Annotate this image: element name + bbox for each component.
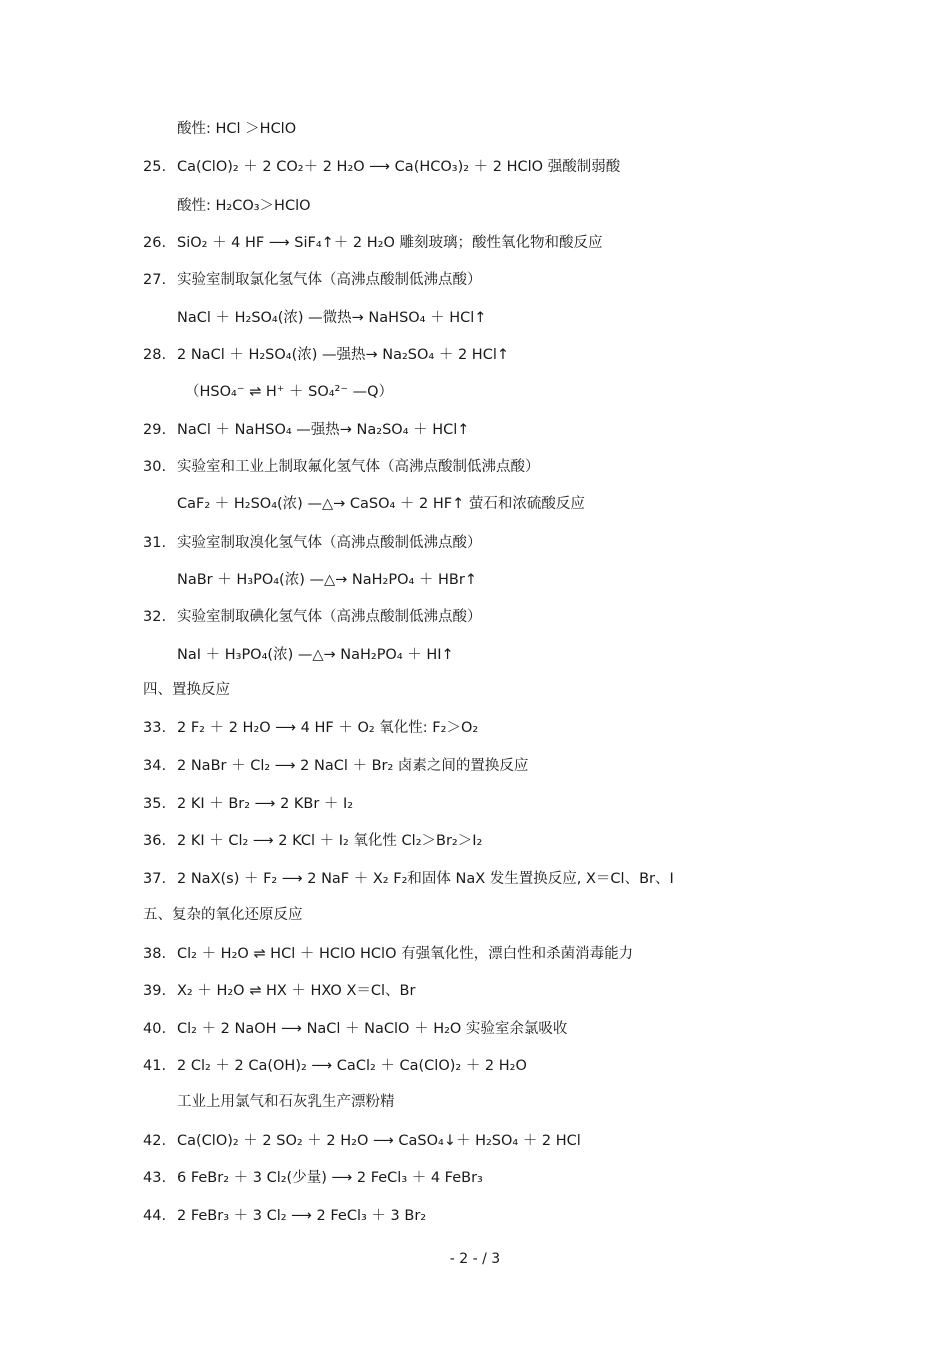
equation-line: 实验室制取碘化氢气体（高沸点酸制低沸点酸） bbox=[177, 609, 482, 625]
text-line: 五、复杂的氧化还原反应 bbox=[143, 907, 303, 923]
equation-line: 实验室制取溴化氢气体（高沸点酸制低沸点酸） bbox=[177, 535, 482, 551]
equation-line: 2 NaBr ＋ Cl₂ ⟶ 2 NaCl ＋ Br₂ 卤素之间的置换反应 bbox=[177, 758, 529, 774]
item-number: 35. bbox=[143, 796, 167, 812]
text-line: （HSO₄⁻ ⇌ H⁺ ＋ SO₄²⁻ —Q） bbox=[185, 384, 394, 400]
item-number: 28. bbox=[143, 347, 167, 363]
item-number: 31. bbox=[143, 535, 167, 551]
item-number: 30. bbox=[143, 459, 167, 475]
text-line: NaCl ＋ H₂SO₄(浓) —微热→ NaHSO₄ ＋ HCl↑ bbox=[177, 310, 487, 326]
equation-line: 2 NaCl ＋ H₂SO₄(浓) —强热→ Na₂SO₄ ＋ 2 HCl↑ bbox=[177, 347, 509, 363]
item-number: 26. bbox=[143, 235, 167, 251]
equation-line: 2 F₂ ＋ 2 H₂O ⟶ 4 HF ＋ O₂ 氧化性: F₂＞O₂ bbox=[177, 720, 479, 736]
equation-line: 2 NaX(s) ＋ F₂ ⟶ 2 NaF ＋ X₂ F₂和固体 NaX 发生置换反应, X＝Cl、Br、I bbox=[177, 871, 674, 887]
text-line: 酸性: HCl ＞HClO bbox=[177, 121, 297, 137]
item-number: 37. bbox=[143, 871, 167, 887]
item-number: 33. bbox=[143, 720, 167, 736]
equation-line: X₂ ＋ H₂O ⇌ HX ＋ HXO X＝Cl、Br bbox=[177, 983, 416, 999]
equation-line: 2 FeBr₃ ＋ 3 Cl₂ ⟶ 2 FeCl₃ ＋ 3 Br₂ bbox=[177, 1208, 427, 1224]
item-number: 36. bbox=[143, 833, 167, 849]
item-number: 43. bbox=[143, 1170, 167, 1186]
item-number: 42. bbox=[143, 1133, 167, 1149]
item-number: 44. bbox=[143, 1208, 167, 1224]
equation-line: 6 FeBr₂ ＋ 3 Cl₂(少量) ⟶ 2 FeCl₃ ＋ 4 FeBr₃ bbox=[177, 1170, 483, 1186]
item-number: 29. bbox=[143, 422, 167, 438]
item-number: 40. bbox=[143, 1021, 167, 1037]
page-number: - 2 - / 3 bbox=[449, 1251, 501, 1267]
text-line: NaI ＋ H₃PO₄(浓) —△→ NaH₂PO₄ ＋ HI↑ bbox=[177, 647, 454, 663]
equation-line: SiO₂ ＋ 4 HF ⟶ SiF₄↑＋ 2 H₂O 雕刻玻璃；酸性氧化物和酸反应 bbox=[177, 235, 603, 251]
text-line: CaF₂ ＋ H₂SO₄(浓) —△→ CaSO₄ ＋ 2 HF↑ 萤石和浓硫酸反应 bbox=[177, 496, 585, 512]
item-number: 41. bbox=[143, 1058, 167, 1074]
item-number: 25. bbox=[143, 159, 167, 175]
equation-line: 实验室制取氯化氢气体（高沸点酸制低沸点酸） bbox=[177, 272, 482, 288]
item-number: 38. bbox=[143, 946, 167, 962]
equation-line: NaCl ＋ NaHSO₄ —强热→ Na₂SO₄ ＋ HCl↑ bbox=[177, 422, 470, 438]
item-number: 32. bbox=[143, 609, 167, 625]
text-line: 工业上用氯气和石灰乳生产漂粉精 bbox=[177, 1094, 395, 1110]
item-number: 39. bbox=[143, 983, 167, 999]
equation-line: Cl₂ ＋ H₂O ⇌ HCl ＋ HClO HClO 有强氧化性，漂白性和杀菌消毒能力 bbox=[177, 946, 634, 962]
equation-line: 实验室和工业上制取氟化氢气体（高沸点酸制低沸点酸） bbox=[177, 459, 540, 475]
equation-line: Ca(ClO)₂ ＋ 2 SO₂ ＋ 2 H₂O ⟶ CaSO₄↓＋ H₂SO₄ ＋ 2 HCl bbox=[177, 1133, 581, 1149]
equation-line: 2 KI ＋ Br₂ ⟶ 2 KBr ＋ I₂ bbox=[177, 796, 354, 812]
text-line: 四、置换反应 bbox=[143, 682, 230, 698]
item-number: 34. bbox=[143, 758, 167, 774]
equation-line: Cl₂ ＋ 2 NaOH ⟶ NaCl ＋ NaClO ＋ H₂O 实验室余氯吸收 bbox=[177, 1021, 568, 1037]
equation-line: 2 Cl₂ ＋ 2 Ca(OH)₂ ⟶ CaCl₂ ＋ Ca(ClO)₂ ＋ 2 H₂O bbox=[177, 1058, 527, 1074]
text-line: 酸性: H₂CO₃＞HClO bbox=[177, 198, 311, 214]
item-number: 27. bbox=[143, 272, 167, 288]
text-line: NaBr ＋ H₃PO₄(浓) —△→ NaH₂PO₄ ＋ HBr↑ bbox=[177, 572, 477, 588]
equation-line: 2 KI ＋ Cl₂ ⟶ 2 KCl ＋ I₂ 氧化性 Cl₂＞Br₂＞I₂ bbox=[177, 833, 483, 849]
equation-line: Ca(ClO)₂ ＋ 2 CO₂＋ 2 H₂O ⟶ Ca(HCO₃)₂ ＋ 2 HClO 强酸制弱酸 bbox=[177, 159, 621, 175]
